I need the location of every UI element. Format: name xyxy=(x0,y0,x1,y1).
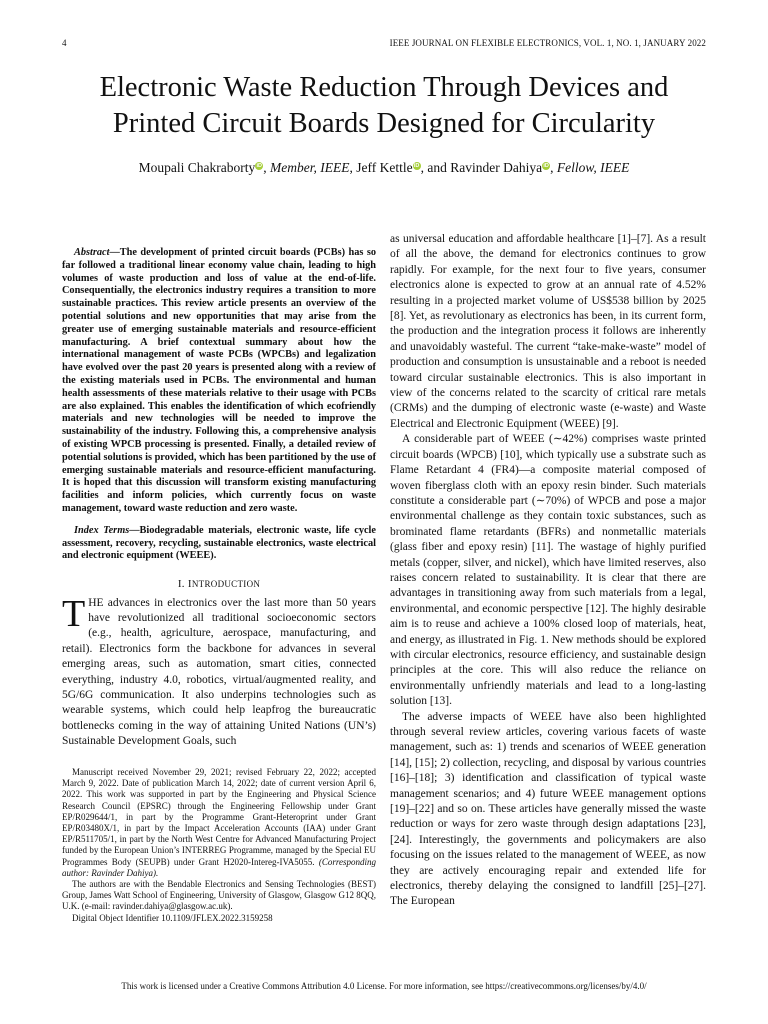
author-name: Jeff Kettle xyxy=(356,160,413,175)
author-name: Ravinder Dahiya xyxy=(450,160,543,175)
author-role: Fellow, IEEE xyxy=(556,160,630,175)
left-column xyxy=(62,247,376,750)
index-terms xyxy=(62,525,376,563)
section-first-letter: I xyxy=(187,578,192,591)
abstract-text: The development of printed circuit boards (PCBs) has so far followed a traditional linear economy value chain, leading to high volumes of waste production and loss of value at the end-of-life. Consequentially, the electronics industry requires a transition to more sustainable practices. This review article presents an overview of the potential solutions and new opportunities that may arise from the greater use of emerging sustainable materials and resource-efficient manufacturing. A brief contextual summary about how the international management of waste PCBs (WPCBs) and legalization have evolved over the past 20 years is presented along with a review of the existing materials used in PCBs. The environmental and human health assessments of these materials relative to their usage with PCBs are also explained. This enables the identification of which ecofriendly materials and new technologies will be needed to improve the sustainability of the industry. Following this, a comprehensive analysis of existing WPCB processing is presented. Finally, a detailed review of potential solutions is provided, which has been partitioned by the use of emerging sustainable materials and resource-efficient manufacturing. It is hoped that this discussion will transform existing manufacturing facilities and inform policies, which currently focus on waste management, toward waste reduction and zero waste. xyxy=(62,247,376,514)
author-name: Moupali Chakraborty xyxy=(138,160,256,175)
body-paragraph: as universal education and affordable healthcare [1]–[7]. As a result of all the above, the demand for electronics continues to grow rapidly. For example, for the next four to five years, consumer electronics alone is expected to grow at an annual rate of 4.52% resulting in a projected market volume of US$538 billion by 2025 [8]. Yet, as revolutionary as electronics has been, in its current form, the production and the integration process it follows are inherently and unavoidably wasteful. The current “take-make-waste” model of production and consumption is unsustainable and a reboot is needed toward circular sustainable electronics. This is also important in view of the concerns related to the scarcity of critical rare metals (CRMs) and the dumping of electronic waste (e-waste) and Waste Electrical and Electronic Equipment (WEEE) [9]. xyxy=(390,233,706,430)
journal-header: IEEE JOURNAL ON FLEXIBLE ELECTRONICS, VOL. 1, NO. 1, JANUARY 2022 xyxy=(389,38,706,48)
author-separator: , xyxy=(349,160,357,175)
abstract xyxy=(62,247,376,516)
footnote-corresponding: (Corresponding author: Ravinder Dahiya). xyxy=(62,856,376,878)
right-column xyxy=(390,232,706,910)
abstract-label: Abstract xyxy=(74,247,110,258)
body-paragraph: A considerable part of WEEE (∼42%) comprises waste printed circuit boards (WPCB) [10], which typically use a substrate such as Flame Retardant 4 (FR4)—a composite material composed of woven fiberglass cloth with an epoxy resin binder. Such materials constitute a considerable part (∼70%) of WPCB and pose a major environmental challenge as they contain toxic substances, such as brominated flame retardants (BFRs) and nonmetallic materials (glass fiber and epoxy resin) [11]. The wastage of highly purified metals (copper, silver, and nickel), which have limited reserves, also raises concern related to sustainability. It is clear that there are advantages in transitioning away from such materials from a legal, environmental, and economic perspective [12]. The highly desirable aim is to reuse and achieve a 100% closed loop of materials, heat, and energy, as illustrated in Fig. 1. New methods should be explored with circular electronics, resource efficiency, and sustainable design principles at the core. This will also reduce the reliance on environmentally unfriendly materials and lead to a long-lasting solution [13]. xyxy=(390,433,706,708)
intro-lead: HE xyxy=(88,596,104,609)
author-separator: , xyxy=(263,160,271,175)
body-paragraph: The adverse impacts of WEEE have also been highlighted through several review articles, covering various facets of waste management, such as: 1) trends and scenarios of WEEE generation [14], [15]; 2) collection, recycling, and disposal by various countries [16]–[18]; 3) identification and classification of typical waste management scenarios; and 4) future WEEE management options [19]–[22] and so on. These articles have generally missed the waste reduction or ways for zero waste through design adaptations [23], [24]. Interestingly, the governments and policymakers are also focusing on the issues related to the management of WEEE, as now they are actively encouraging repair and extended life for electronics, thereby delaying the consigned to landfill [25]–[27]. The European xyxy=(390,710,706,908)
intro-paragraph xyxy=(62,592,376,750)
drop-cap: T xyxy=(62,592,86,635)
page-number: 4 xyxy=(62,38,67,48)
author-separator: , and xyxy=(420,160,451,175)
section-heading xyxy=(62,577,376,592)
index-terms-dash: — xyxy=(129,524,140,536)
intro-text: advances in electronics over the last more than 50 years have revolutionized all traditional socioeconomic sectors (e.g., health, agriculture, aerospace, manufacturing, and retail). Electronics form the backbone for advances in several emerging areas, such as automation, smart cities, connected everything, industry 4.0, robotics, virtual/augmented reality, and 5G/6G communication. It also underpins technologies such as wearable systems, which could help leapfrog the bureaucratic bottlenecks coming in the way of attaining United Nations (UN’s) Sustainable Development Goals, such xyxy=(62,596,376,748)
paper-title xyxy=(40,70,728,142)
footnotes xyxy=(62,767,376,924)
orcid-icon[interactable]: iD xyxy=(256,162,263,169)
title-line-1: Electronic Waste Reduction Through Devices and xyxy=(99,72,669,103)
footnote-doi: Digital Object Identifier 10.1109/JFLEX.2022.3159258 xyxy=(72,912,273,923)
index-terms-text: Biodegradable materials, electronic waste, life cycle assessment, recovery, recycling, sustainable electronics, waste electrical and electronic equipment (WEEE). xyxy=(62,524,376,562)
author-role: Member, IEEE xyxy=(270,160,350,175)
section-numeral: I. xyxy=(177,578,188,591)
title-line-2: Printed Circuit Boards Designed for Circularity xyxy=(112,108,656,139)
index-terms-label: Index Terms xyxy=(74,524,130,536)
orcid-icon[interactable]: iD xyxy=(543,162,549,169)
author-separator: , xyxy=(550,160,557,175)
license-footer: This work is licensed under a Creative Commons Attribution 4.0 License. For more information, see https://creativecommons.org/licenses/by/4.0/ xyxy=(121,981,647,991)
author-list xyxy=(40,160,728,176)
footnote-funding: Manuscript received November 29, 2021; revised February 22, 2022; accepted March 9, 2022. Date of publication March 14, 2022; date of current version April 6, 2022. This work was supported in part by the Engineering and Physical Science Research Council (EPSRC) through the Engineering Fellowship under Grant EP/R029644/1, in part by the Programme Grant-Heteroprint under Grant EP/R03480X/1, in part by the Impact Acceleration Accounts (IAA) under Grant EP/R511705/1, in part by the North West Centre for Advanced Manufacturing Project funded by the European Union’s INTERREG Programme, managed by the Special EU Programmes Body (SEUPB) under Grant H2020-Intereg-IVA5055. xyxy=(62,767,376,867)
footnote-manuscript xyxy=(62,767,376,879)
footnote-affiliation: The authors are with the Bendable Electronics and Sensing Technologies (BEST) Group, James Watt School of Engineering, University of Glasgow, Glasgow G12 8QQ, U.K. (e-mail: ravinder.dahiya@glasgow.ac.uk). xyxy=(62,879,376,912)
abstract-dash: — xyxy=(109,247,120,258)
orcid-icon[interactable]: iD xyxy=(413,162,420,169)
section-title-rest: NTRODUCTION xyxy=(191,579,261,590)
